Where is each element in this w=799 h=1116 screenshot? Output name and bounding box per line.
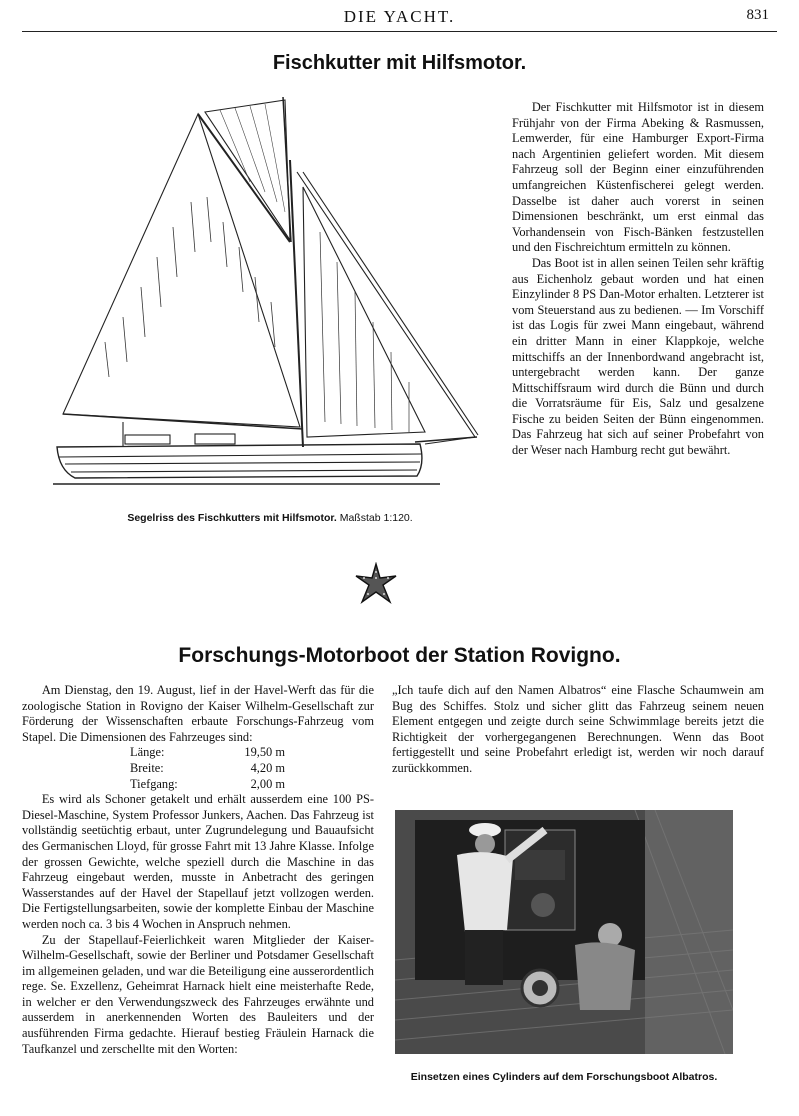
dimension-value: 19,50 m <box>244 745 285 760</box>
article-1-paragraph: Der Fischkutter mit Hilfsmotor ist in diesem Frühjahr von der Firma Abeking & Rasmussen, Lemwerder, für eine Hamburger Export-Firma nach Argentinien geliefert worden. Mit diesem Fahrzeug soll der Beginn einer einzuführenden umfangreichen Küstenfischerei gelegt werden. Dasselbe ist daher auch vorerst in seinen Dimensionen beschränkt, um erst einmal das Vorhandensein von Fisch-Bänken festzustellen und den Fischreichtum ermitteln zu können. <box>512 100 764 255</box>
article-2-intro: Am Dienstag, den 19. August, lief in der Havel-Werft das für die zoologische Station in Rovigno der Kaiser Wilhelm-Gesellschaft zur Förderung der Wissenschaften erbaute Forschungs-Fahrzeug vom Stapel. Die Dimensionen des Fahrzeuges sind: <box>22 683 374 744</box>
photo-caption <box>395 1071 733 1083</box>
dimension-row <box>130 761 285 777</box>
running-header-title: DIE YACHT. <box>343 7 456 26</box>
header-rule <box>22 31 777 32</box>
article-2-title: Forschungs-Motorboot der Station Rovigno. <box>178 644 621 667</box>
dimension-label: Tiefgang: <box>130 776 178 791</box>
article-2-left-column <box>22 683 374 1057</box>
sail-plan-drawing <box>45 92 485 494</box>
article-2-right-paragraph: „Ich taufe dich auf den Namen Albatros“ eine Flasche Schaumwein am Bug des Schiffes. Stolz und sicher glitt das Fahrzeug seinem neuen Element entgegen und zeigte durch seine Schwimmlage bereits jetzt die Richtigkeit der vorhergegangenen Berechnungen. Wenn das Boot fertiggestellt und seine Probefahrt erledigt ist, werden wir noch darauf zurückkommen. <box>392 683 764 775</box>
article-2-paragraph: Zu der Stapellauf-Feierlichkeit waren Mitglieder der Kaiser-Wilhelm-Gesellschaft, sowie der Berliner und Potsdamer Gesellschaft im allgemeinen geladen, und war die Beteiligung eine ausserordentlich rege. Se. Exzellenz, Geheimrat Harnack hielt eine meisterhafte Rede, in welcher er den Verwendungszweck des Fahrzeuges erwähnte und ausserdem in anerkennenden Worten des Bauleiters und der ausführenden Firma gedachte. Hierauf bestieg Fräulein Harnack die Taufkanzel und zerschellte mit den Worten: <box>22 932 374 1056</box>
dimension-label: Länge: <box>130 745 165 760</box>
photo-caption-text: Einsetzen eines Cylinders auf dem Forschungsboot Albatros. <box>410 1071 718 1083</box>
dimensions-table <box>130 745 285 792</box>
dimension-row <box>130 777 285 793</box>
dimension-value: 2,00 m <box>250 776 285 791</box>
sail-plan-caption-title: Segelriss des Fischkutters mit Hilfsmotor. <box>127 512 337 524</box>
photo-illustration <box>395 810 733 1054</box>
page-number: 831 <box>746 7 769 23</box>
dimension-row <box>130 745 285 761</box>
engine-installation-photo <box>395 810 733 1054</box>
article-2-paragraph: Es wird als Schoner getakelt und erhält ausserdem eine 100 PS-Diesel-Maschine, System Professor Junkers, Aachen. Das Fahrzeug ist vollständig seetüchtig erbaut, unter Zugrundelegung und Bauaufsicht des Germanischen Lloyd, für grosse Fahrt mit 13 Jahre Klasse. Infolge der grossen Gewichte, welche speziell durch die Maschine in das Fahrzeug eingebaut werden, musste in Anbetracht des geringen Wasserstandes auf der Havel der Stapellauf jetzt vollzogen werden. Die Fertigstellungsarbeiten, sowie der komplette Einbau der Maschine werden noch ca. 3 bis 4 Wochen in Anspruch nehmen. <box>22 792 374 931</box>
article-1-title: Fischkutter mit Hilfsmotor. <box>272 52 527 74</box>
starfish-icon <box>352 562 400 606</box>
article-1-paragraph: Das Boot ist in allen seinen Teilen sehr kräftig aus Eichenholz gebaut worden und hat einen Einzylinder 8 PS Dan-Motor erhalten. Letzterer ist vom Steuerstand aus zu bedienen. — Im Vorschiff ist das Logis für zwei Mann eingebaut, während ein dritter Mann in einer Klappkoje, welche mittschiffs an der Innenbordwand angebracht ist, untergebracht werden kann. Der ganze Mittschiffsraum wird durch die Bünn und durch die Vorratsräume für Eis, Salz und gesalzene Fische zu beiden Seiten der Bünn eingenommen. Das Fahrzeug hat sich auf seiner Probefahrt von der Weser nach Hamburg recht gut bewährt. <box>512 255 764 458</box>
dimension-label: Breite: <box>130 760 164 775</box>
dimension-value: 4,20 m <box>250 760 285 775</box>
article-2-right-column <box>392 683 764 777</box>
sail-plan-caption <box>60 512 480 524</box>
article-1-text <box>512 100 764 459</box>
sail-plan-caption-scale: Maßstab 1:120. <box>339 512 413 524</box>
